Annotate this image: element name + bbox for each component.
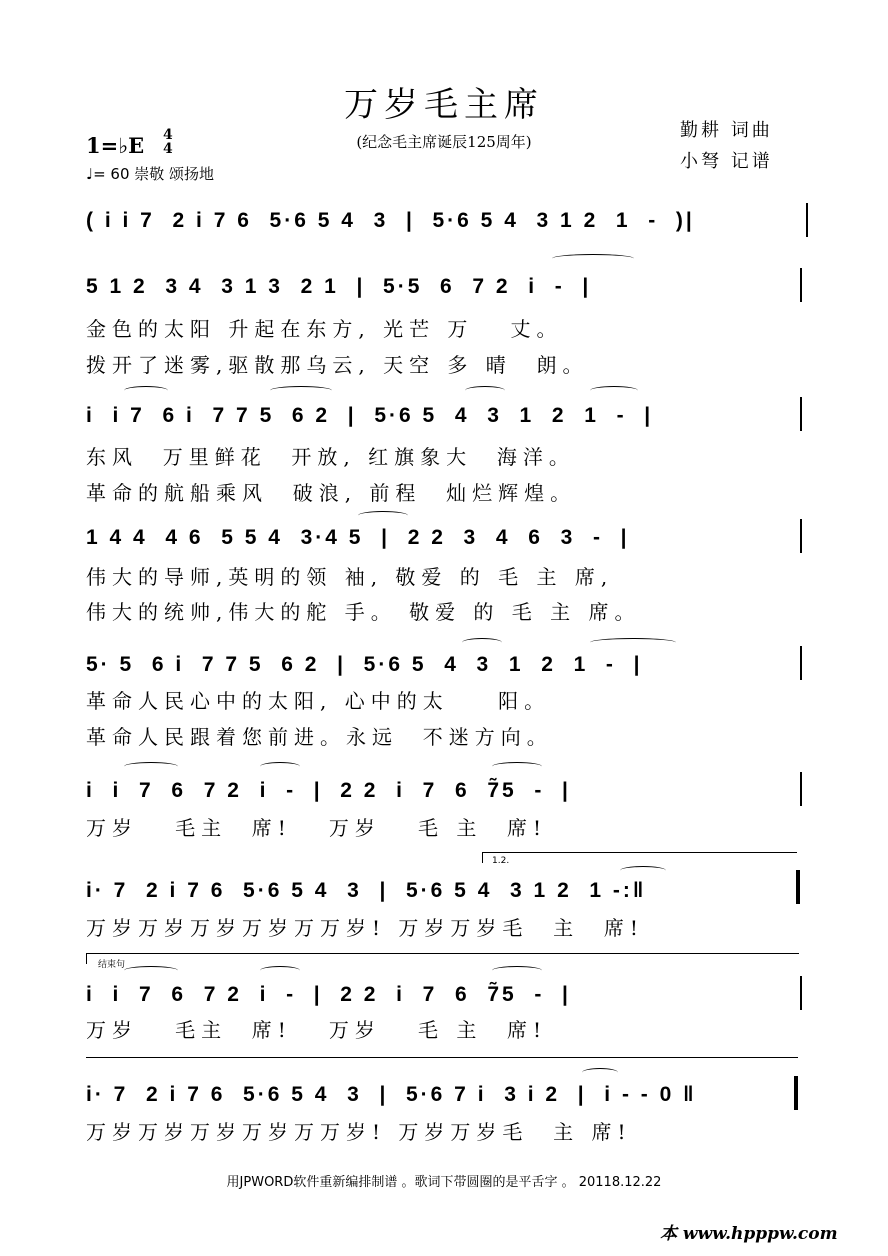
- slur: [270, 386, 332, 395]
- barline: [800, 519, 802, 553]
- key-signature: 1=♭E: [86, 133, 145, 158]
- slur: [260, 966, 300, 975]
- lyric-line-2: 革命人民跟着您前进。永远 不迷方向。: [86, 725, 553, 749]
- song-title: 万岁毛主席: [344, 85, 544, 125]
- lyric-line-1: 革命人民心中的太阳, 心中的太 阳。: [86, 689, 551, 713]
- slur: [124, 966, 178, 975]
- repeat-barline: [796, 870, 800, 904]
- slur: [552, 254, 634, 263]
- time-signature: [163, 128, 173, 156]
- slur: [124, 386, 168, 395]
- volta-label: 1.2.: [492, 856, 510, 866]
- slur: [358, 511, 408, 520]
- barline: [800, 646, 802, 680]
- slur: [590, 638, 676, 647]
- song-subtitle: (纪念毛主席诞辰125周年): [356, 133, 532, 151]
- lyric-line-1: 东风 万里鲜花 开放, 红旗象大 海洋。: [86, 445, 575, 469]
- notation-row: i i 7 6 7 2 i - | 2 2 i 7 6 7̃5 - |: [86, 983, 571, 1006]
- lyric-line-1: 伟大的导师,英明的领 袖, 敬爱 的 毛 主 席,: [86, 565, 614, 589]
- barline: [800, 976, 802, 1010]
- barline: [800, 397, 802, 431]
- lyric-line-1: 万岁 毛主 席! 万岁 毛 主 席!: [86, 816, 548, 840]
- slur: [465, 386, 505, 395]
- lyric-line-2: 革命的航船乘风 破浪, 前程 灿烂辉煌。: [86, 481, 577, 505]
- barline: [800, 772, 802, 806]
- lyric-line-1: 金色的太阳 升起在东方, 光芒 万 丈。: [86, 317, 563, 341]
- time-signature-top: 4: [163, 127, 173, 143]
- lyric-line-1: 万岁 毛主 席! 万岁 毛 主 席!: [86, 1018, 548, 1042]
- notation-row: i i 7 6 i 7 7 5 6 2 | 5·6 5 4 3 1 2 1 - |: [86, 404, 654, 427]
- ending-label: 结束句: [98, 960, 126, 970]
- lyric-line-1: 万岁万岁万岁万岁万万岁! 万岁万岁毛 主 席!: [86, 1120, 632, 1144]
- lyric-line-2: 伟大的统帅,伟大的舵 手。 敬爱 的 毛 主 席。: [86, 600, 641, 624]
- notation-row: i i 7 6 7 2 i - | 2 2 i 7 6 7̃5 - |: [86, 779, 571, 802]
- slur: [582, 1068, 618, 1077]
- final-barline: [794, 1076, 798, 1110]
- slur: [260, 762, 300, 771]
- notation-row: 1 4 4 4 6 5 5 4 3·4 5 | 2 2 3 4 6 3 - |: [86, 526, 630, 549]
- credit-lyrics-music: 勤耕 词曲: [680, 120, 773, 141]
- footer-note: 用JPWORD软件重新编排制谱 。歌词下带圆圈的是平舌字 。 20118.12.22: [226, 1175, 662, 1190]
- notation-row: 5 1 2 3 4 3 1 3 2 1 | 5·5 6 7 2 i - |: [86, 275, 592, 298]
- notation-row: 5· 5 6 i 7 7 5 6 2 | 5·6 5 4 3 1 2 1 - |: [86, 653, 643, 676]
- notation-row-intro: ( i i 7 2 i 7 6 5·6 5 4 3 | 5·6 5 4 3 1 2 1 - )|: [86, 209, 695, 232]
- notation-row: i· 7 2 i 7 6 5·6 5 4 3 | 5·6 5 4 3 1 2 1 -:‖: [86, 879, 647, 902]
- volta-bracket: [482, 852, 797, 863]
- time-signature-bottom: 4: [163, 141, 173, 157]
- slur: [492, 762, 542, 771]
- lyric-line-2: 拨开了迷雾,驱散那乌云, 天空 多 晴 朗。: [86, 353, 589, 377]
- ending-bracket: [86, 953, 799, 964]
- ending-bracket-continuation: [86, 1057, 798, 1068]
- lyric-line-1: 万岁万岁万岁万岁万万岁! 万岁万岁毛 主 席!: [86, 916, 644, 940]
- barline: [800, 268, 802, 302]
- credit-notation: 小弩 记谱: [680, 151, 773, 172]
- slur: [462, 638, 502, 647]
- tempo-marking: ♩= 60 崇敬 颂扬地: [86, 165, 215, 183]
- barline: [806, 203, 808, 237]
- slur: [124, 762, 178, 771]
- slur: [492, 966, 542, 975]
- website-watermark: 本 www.hpppw.com: [660, 1224, 838, 1244]
- slur: [620, 866, 666, 875]
- slur: [590, 386, 638, 395]
- notation-row: i· 7 2 i 7 6 5·6 5 4 3 | 5·6 7 i 3 i 2 | i - - 0 ‖: [86, 1083, 697, 1106]
